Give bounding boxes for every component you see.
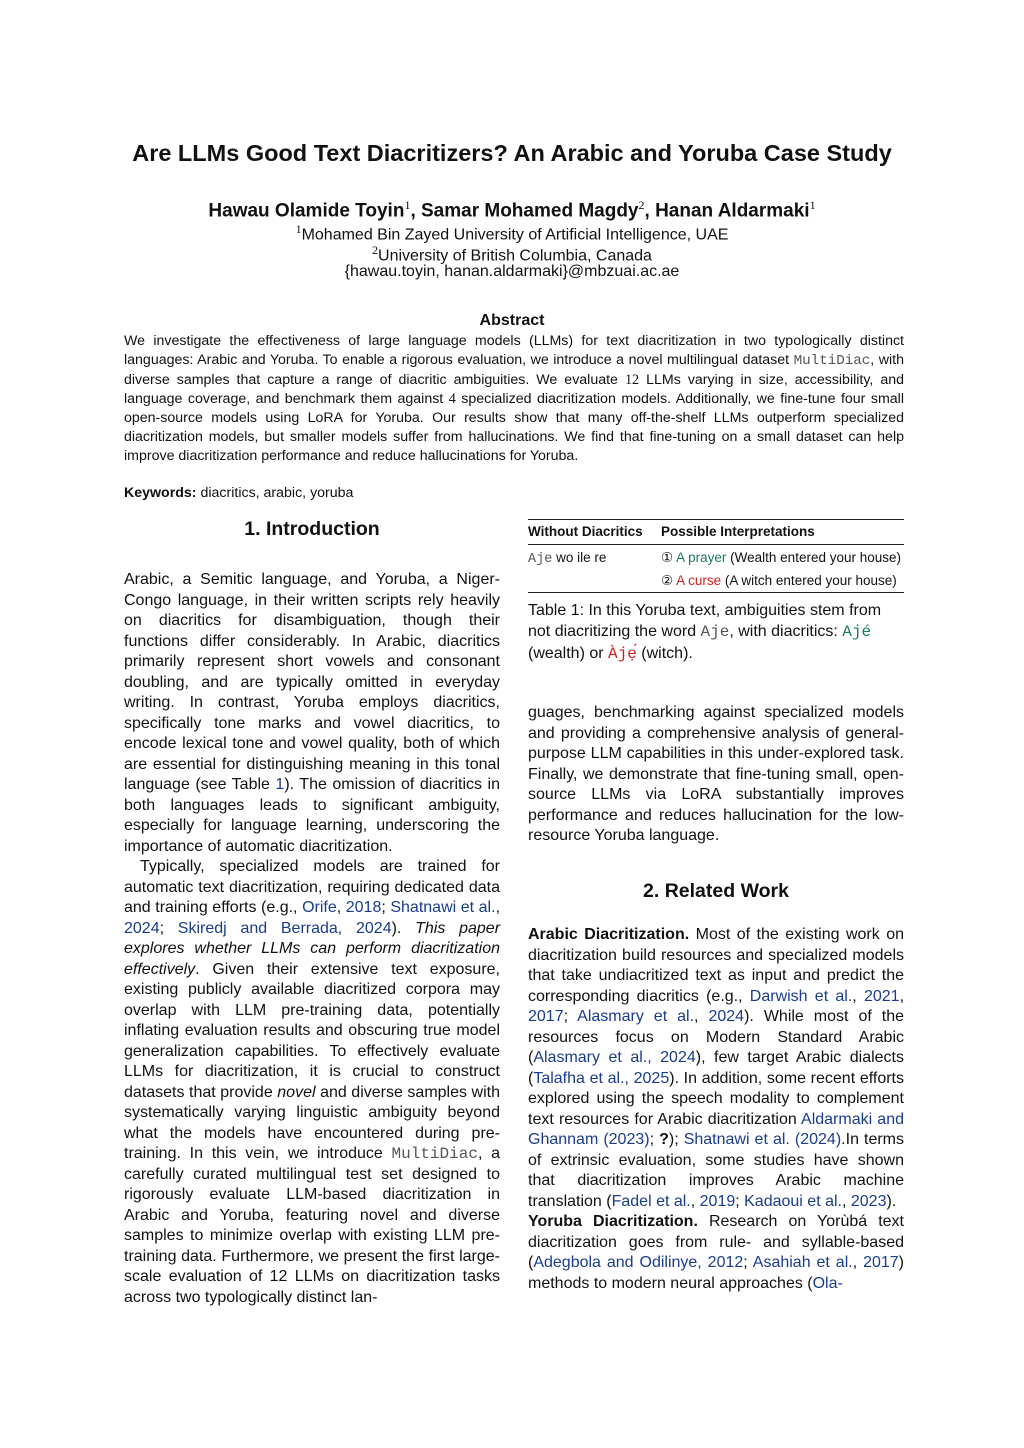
citation-link[interactable]: 2018 [345,899,382,916]
text: ; [649,1131,660,1148]
text: (wealth) or [528,645,609,662]
citation-link[interactable]: Alasmary et al. [577,1008,695,1025]
text: and diverse samples with systematically varying linguistic ambiguity beyond what the models have encountered during pre-training. In this vein, we introduce [124,1083,501,1162]
author-separator: , [644,200,656,222]
author-affiliation-mark: 1 [809,198,816,212]
citation-link[interactable]: Alasmary et al., 2024 [533,1049,696,1066]
text: ). [886,1192,897,1210]
text: ) methods to modern neural approaches ( [528,1254,904,1292]
paragraph [124,570,500,857]
keywords-text: diacritics, arabic, yoruba [196,485,354,501]
paragraph: guages, benchmarking against specialized models and providing a comprehensive analysis of general-purpose LLM capabilities in this under-explored task. Finally, we demonstrate that fine-tuning small, open-source LLMs via LoRA substantially improves performance and reduces hallucination for the low-resource Yoruba language. [528,704,904,844]
table-1 [528,519,904,593]
citation-link[interactable]: Shatnawi et al. [390,899,496,916]
interpretation-label: A prayer [676,550,727,565]
text: .In terms of extrinsic evaluation, some studies have shown that diacritization improves Arabic machine translation ( [528,1131,905,1210]
affiliation-1 [60,222,964,244]
affiliation-text: University of British Columbia, Canada [378,247,652,265]
paragraph: Typically, specialized models are trained for automatic text diacritization, requiring dedicated data and training efforts (e.g., Orife, 2018; Shatnawi et al., 2024; Skiredj and Berrada, 2024). This paper explores whether LLMs can perform diacritization effectively. Given their extensive text exposure, existing publicly available diacritized corpora may overlap with LLM pre-training data, potentially inflating evaluation results and obscuring true model generalization capabilities. To effectively evaluate LLMs for diacritization, it is crucial to construct datasets that provide novel and diverse samples with systematically varying linguistic ambiguity beyond what the models have encountered during pre-training. In this vein, we introduce MultiDiac, a carefully curated multilingual test set designed to rigorously evaluate LLM-based diacritization in Arabic and Yoruba, featuring novel and diverse samples to minimize overlap with existing LLM pre-training data. Furthermore, we present the first large-scale evaluation of 12 LLMs on diacritization tasks across two typologically distinct lan- [124,858,501,1306]
table-header-row [528,520,904,545]
interpretation-gloss: (A witch entered your house) [721,573,897,588]
citation-link[interactable]: 2024 [124,919,160,937]
table-cell [528,568,661,593]
interpretation-label: A curse [676,573,722,588]
paragraph-heading: Yoruba Diacritization. [528,1213,698,1230]
text: . Given their extensive text exposure, existing publicly available diacritized corpora may overlap with LLM pre-training data, potentially inflating evaluation results and obscuring true model generalization capabilities. To effectively evaluate LLMs for diacritization, it is crucial to construct datasets that provide [124,960,500,1101]
citation-link[interactable]: 2021 [863,987,900,1005]
text: ). While most of the resources focus on Modern Standard Arabic ( [528,1008,905,1066]
table-1-caption [528,600,904,665]
dataset-name: MultiDiac [391,1145,478,1163]
abstract-number: 4 [448,391,456,407]
italic-text: This paper explores whether LLMs can perform diacritization effectively [124,919,501,978]
abstract-heading: Abstract [479,312,545,329]
author-separator: , [410,200,421,222]
abstract-number: 12 [624,372,640,388]
citation-link[interactable]: 2017 [863,1254,899,1271]
circled-one-icon: ① [661,550,674,565]
author-name: Hawau Olamide Toyin [208,200,405,222]
table-cell [661,545,904,569]
affiliation-2 [60,243,964,265]
text: , a carefully curated multilingual test set designed to rigorously evaluate LLM-based diacritization in Arabic and Yoruba, featuring novel and diverse samples to minimize overlap with existing LLM pre-training data. Furthermore, we present the first large-scale evaluation of 12 LLMs on diacritization tasks across two typologically distinct lan- [124,1145,500,1306]
abstract-text: specialized diacritization models. Additionally, we fine-tune four small open-source models using LoRA for Yoruba. Our results show that many off-the-shelf LLMs outperform specialized diacritization models, but smaller models suffer from hallucinations. We find that fine-tuning on a small dataset can help improve diacritization performance and reduce hallucinations for Yoruba. [124,391,904,464]
table-header-cell: Without Diacritics [528,520,661,545]
interpretation-gloss: (Wealth entered your house) [726,550,902,565]
citation-link[interactable]: Kadaoui et al. [744,1192,842,1210]
section-heading-related-work: 2. Related Work [643,880,789,902]
paragraph-heading: Arabic Diacritization. [528,926,690,943]
citation-link[interactable]: Talafha et al., 2025 [533,1069,670,1087]
citation-link[interactable]: 2017 [528,1008,564,1025]
abstract-text: We investigate the effectiveness of large language models (LLMs) for text diacritization in two typologically distinct languages: Arabic and Yoruba. To enable a rigorous evaluation, we introduce a novel multilingual dataset [124,333,904,368]
text: ). The omission of diacritics in both languages leads to significant ambiguity, especially for language learning, underscoring the importance of automatic diacritization. [124,776,500,855]
dataset-name: MultiDiac [793,353,871,369]
citation-link[interactable]: Orife [302,899,337,916]
table-header-cell: Possible Interpretations [661,520,904,545]
italic-text: novel [277,1083,316,1101]
table-row [528,545,904,569]
caption-word-wealth: Ajé [842,623,872,641]
source-word: Aje [528,552,553,567]
text: ), few target Arabic dialects ( [528,1049,904,1087]
abstract-text: LLMs varying in size, accessibility, and language coverage, and benchmark them against [124,372,904,407]
missing-citation-mark: ? [659,1131,669,1148]
text: ); [668,1131,684,1148]
abstract-text: , with diverse samples that capture a range of diacritic ambiguities. We evaluate [124,352,904,388]
paragraph: Arabic Diacritization. Most of the existing work on diacritization build resources and specialized models that take undiacritized text as input and predict the corresponding diacritics (e.g., Darwish et al., 2021, 2017; Alasmary et al., 2024). While most of the resources focus on Modern Standard Arabic (Alasmary et al., 2024), few target Arabic dialects (Talafha et al., 2025). In addition, some recent efforts explored using the speech modality to complement text resources for Arabic diacritization Aldarmaki and Ghannam (2023); ?); Shatnawi et al. (2024).In terms of extrinsic evaluation, some studies have shown that diacritization improves Arabic machine translation (Fadel et al., 2019; Kadaoui et al., 2023). [528,926,905,1210]
text: , with diacritics: [729,623,843,640]
source-rest: wo ile re [552,550,607,565]
table-row [528,568,904,593]
author-name: Samar Mohamed Magdy [421,200,639,222]
table-ref-link[interactable]: 1 [275,776,285,793]
text: Typically, specialized models are trained for automatic text diacritization, requiring dedicated data and training efforts (e.g., [124,858,500,916]
text: Research on Yorùbá text diacritization goes from rule- and syllable-based ( [528,1213,904,1271]
citation-link[interactable]: Adegbola and Odilinye, 2012 [533,1254,744,1271]
introduction-body [124,570,500,1308]
caption-word-witch: Àjẹ́ [608,645,637,663]
author-name: Hanan Aldarmaki [655,200,810,222]
section-heading-introduction: 1. Introduction [244,518,380,540]
affiliation-text: Mohamed Bin Zayed University of Artificial Intelligence, UAE [301,226,729,244]
citation-link[interactable]: Shatnawi et al. (2024) [683,1131,842,1148]
keywords-label: Keywords: [124,485,197,501]
author-affiliation-mark: 2 [638,198,645,212]
affiliation-number: 2 [372,243,379,257]
citation-link[interactable]: Asahiah et al. [752,1254,853,1271]
text: Most of the existing work on diacritization build resources and specialized models that take undiacritized text as input and predict the corresponding diacritics (e.g., [528,926,904,1005]
citation-link[interactable]: 2019 [699,1192,736,1210]
author-affiliation-mark: 1 [404,198,411,212]
paper-title: Are LLMs Good Text Diacritizers? An Arabic and Yoruba Case Study [132,140,892,166]
text: Table 1: In this Yoruba text, ambiguities stem from not diacritizing the word [528,602,882,640]
affiliation-number: 1 [295,222,302,236]
citation-link[interactable]: Darwish et al. [749,987,853,1005]
text: ). [391,919,416,937]
introduction-continued [528,703,904,847]
abstract-body [124,332,904,466]
table-cell [661,568,904,593]
paragraph: Yoruba Diacritization. Research on Yorùbá text diacritization goes from rule- and syllable-based (Adegbola and Odilinye, 2012; Asahiah et al., 2017) methods to modern neural approaches (Ola- [528,1213,904,1292]
citation-link[interactable]: Skiredj and Berrada, 2024 [177,919,392,937]
author-list [60,198,964,222]
citation-link[interactable]: Ola- [812,1274,843,1292]
text: ). In addition, some recent efforts explored using the speech modality to complement text resources for Arabic diacritization [528,1069,904,1128]
citation-link[interactable]: 2023 [850,1192,887,1210]
table-cell [528,545,661,569]
citation-link[interactable]: Aldarmaki and Ghannam (2023) [528,1110,904,1148]
circled-two-icon: ② [661,573,674,588]
text: (witch). [636,645,693,662]
text: Arabic, a Semitic language, and Yoruba, a Niger-Congo language, in their written scripts rely heavily on diacritics for disambiguation, though their functions differ considerably. In Arabic, diacritics primarily represent short vowels and consonant doubling, and are typically omitted in everyday writing. In contrast, Yoruba employs diacritics, specifically tone marks and vowel diacritics, to encode lexical tone and vowel quality, both of which are essential for distinguishing meaning in this tonal language (see Table [124,571,500,793]
keywords [124,485,353,501]
caption-word: Aje [700,623,730,641]
citation-link[interactable]: Fadel et al. [611,1192,691,1210]
author-emails: {hawau.toyin, hanan.aldarmaki}@mbzuai.ac.ae [344,263,680,280]
related-work-body [528,925,904,1294]
citation-link[interactable]: 2024 [708,1008,745,1025]
